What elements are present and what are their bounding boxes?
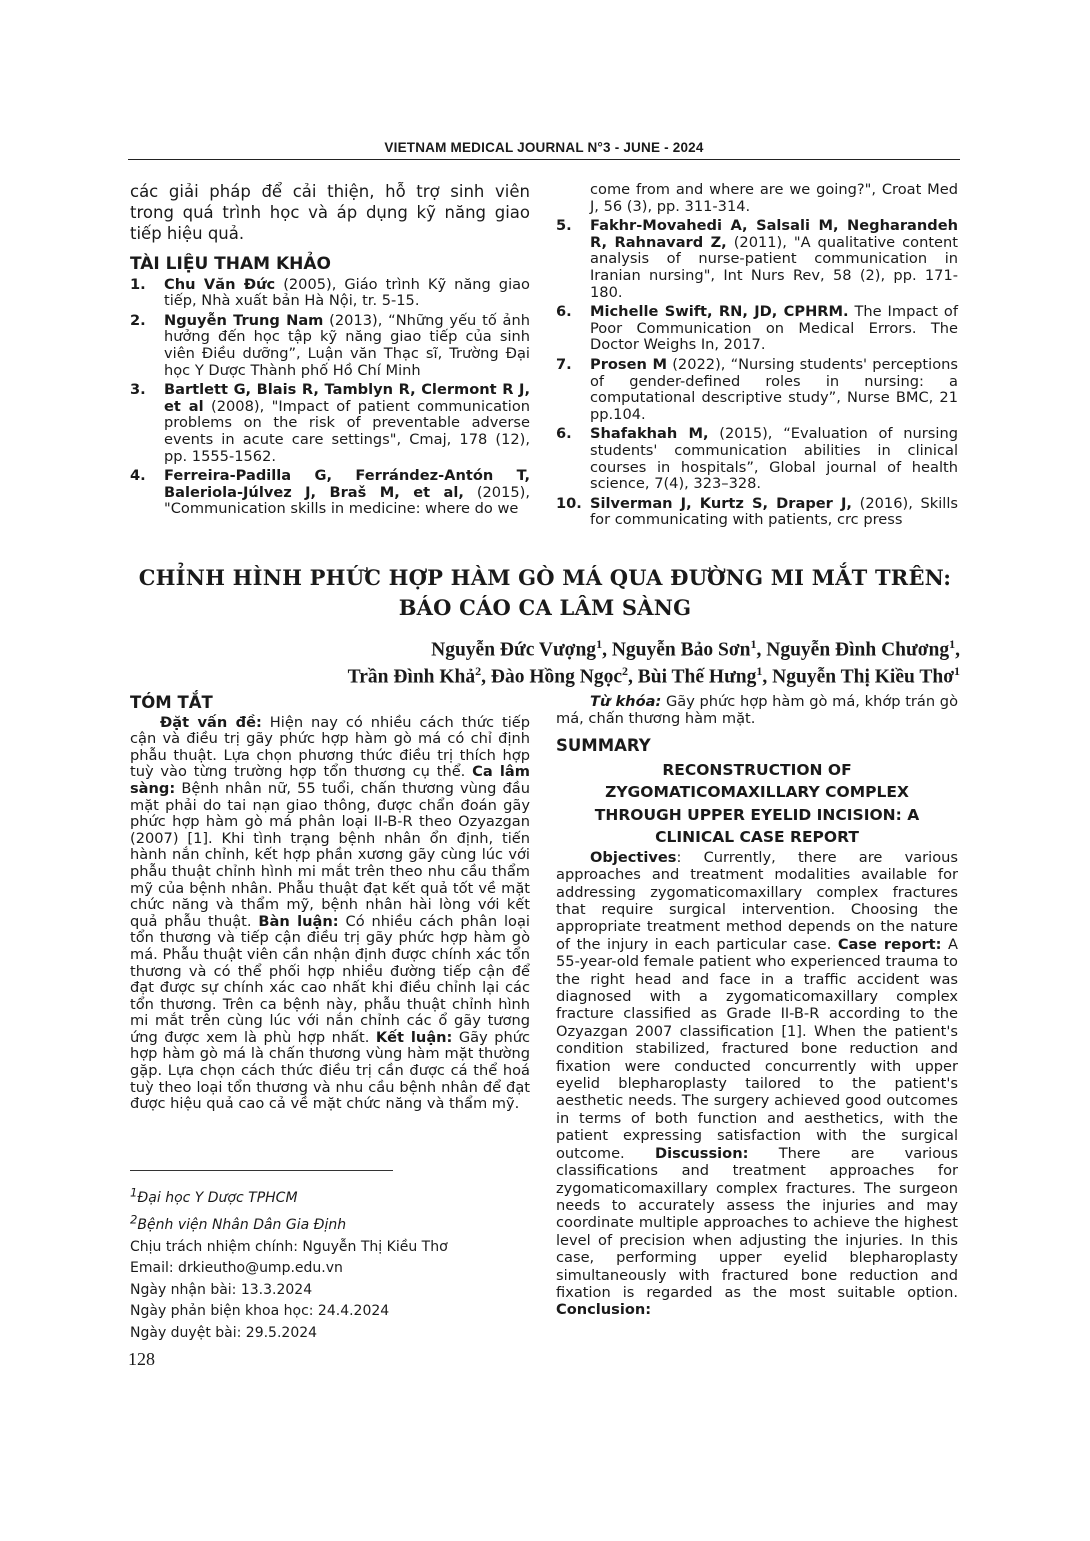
abstract-text-ketluan: Gãy phức hợp hàm gò má là chấn thương vùng hàm mặt thường gặp. Lựa chọn cách thức điều trị cần được cá thể hoá tuỳ theo loại tổn thương và nhu cầu bệnh nhân để đạt được hiệu quả cao cả về mặt chức năng và thẩm mỹ.: [130, 1028, 531, 1113]
author-affiliation-sup: 2: [475, 664, 482, 678]
reference-number: 5.: [556, 217, 572, 235]
author-name: Nguyễn Đình Chương: [766, 639, 950, 661]
summary-body: [556, 849, 958, 1319]
reference-authors: Michelle Swift, RN, JD, CPHRM.: [590, 303, 849, 321]
reference-authors: Nguyễn Trung Nam: [164, 311, 324, 329]
author-separator: ,: [756, 639, 767, 661]
reference-continuation: [556, 182, 958, 215]
reference-number: 6.: [556, 425, 572, 443]
author-name: Đào Hồng Ngọc: [490, 666, 622, 688]
abstract-text-calamsang: Bệnh nhân nữ, 55 tuổi, chấn thương vùng đầu mặt phải do tai nạn giao thông, được chẩn đoán gãy phức hợp hàm gò má phân loại II-B-R theo Ozyazgan (2007) [1]. Khi tình trạng bệnh nhân ổn định, tiến hành nắn chỉnh, kết hợp phần xương gãy cùng lúc với phẫu thuật chỉnh hình mi mắt trên theo nhu cầu thẩm mỹ của bệnh nhân. Phẫu thuật đạt kết quả tốt về mặt chức năng và thẩm mỹ, bệnh nhân hài lòng với kết quả phẫu thuật.: [130, 779, 530, 930]
reference-number: 4.: [130, 467, 146, 485]
author-name: Trần Đình Khả: [347, 666, 476, 688]
summary-label-conclusion: Conclusion:: [556, 1301, 652, 1319]
author-affiliation-sup: 1: [750, 637, 757, 651]
reference-number: 1.: [130, 275, 146, 293]
reference-item: [130, 313, 530, 379]
reference-number: 10.: [556, 494, 582, 512]
affiliation-1-sup: 1: [130, 1185, 138, 1199]
reference-text: (2005), Giáo trình Kỹ năng giao tiếp, Nhà xuất bản Hà Nội, tr. 5-15.: [164, 275, 530, 310]
summary-column: [556, 694, 958, 1319]
reference-text: (2015), “Evaluation of nursing students' communication abilities in clinical courses in hospitals”, Global journal of health science, 7(4), 323–328.: [590, 425, 958, 493]
author-name: Nguyễn Đức Vượng: [431, 639, 597, 661]
summary-label-objectives: Objectives: [590, 848, 677, 866]
reference-authors: Fakhr-Movahedi A, Salsali M, Negharandeh R, Rahnavard Z,: [590, 217, 958, 251]
summary-text-discussion: There are various classifications and treatment approaches for zygomaticomaxillary complex fractures. The surgeon needs to accurately assess the injuries and may coordinate multiple approaches to achieve the highest level of precision when adjusting the injuries. In this case, performing upper eyelid blepharoplasty simultaneously with fractured bone reduction and fixation is regarded as the most suitable option.: [556, 1144, 959, 1301]
summary-text-objectives: : Currently, there are various approaches and treatment modalities available for addressing zygomaticomaxillary complex fractures that require surgical intervention. Choosing the appropriate treatment method depends on the nature of the injury in each particular case.: [556, 848, 958, 953]
author-affiliation-sup: 1: [596, 637, 603, 651]
abstract-vi-body: [130, 715, 530, 1113]
summary-heading: SUMMARY: [556, 736, 651, 756]
header-rule: [128, 159, 960, 160]
abstract-label-datvande: Đặt vấn đề:: [160, 713, 262, 731]
reference-item: [556, 218, 958, 301]
summary-label-discussion: Discussion:: [654, 1144, 749, 1162]
reference-text: (2008), "Impact of patient communication problems on the risk of preventable adverse events in acute care settings", Cmaj, 178 (12), pp. 1555-1562.: [164, 397, 530, 465]
prev-article-right-column: [556, 182, 958, 529]
reference-item: [130, 382, 530, 465]
footnote-rule: [130, 1170, 393, 1171]
keywords-label: Từ khóa:: [590, 693, 662, 710]
author-affiliation-sup: 1: [756, 664, 763, 678]
author-affiliation-sup: 1: [954, 664, 960, 678]
abstract-text-datvande: Hiện nay có nhiều cách thức tiếp cận và điều trị gãy phức hợp hàm gò má có chỉ định phẫu thuật. Lựa chọn phương thức điều trị thích hợp tuỳ vào từng trường hợp tổn thương cụ thể.: [130, 713, 530, 781]
references-heading: TÀI LIỆU THAM KHẢO: [130, 254, 331, 274]
reference-authors: Shafakhah M,: [590, 425, 709, 443]
responsible-author: Chịu trách nhiệm chính: Nguyễn Thị Kiều Thơ: [130, 1238, 448, 1255]
author-separator: ,: [762, 666, 773, 688]
author-affiliation-sup: 2: [622, 664, 628, 678]
abstract-label-banluan: Bàn luận:: [258, 912, 339, 930]
affiliation-2-sup: 2: [130, 1212, 138, 1227]
affiliation-1-text: Đại học Y Dược TPHCM: [137, 1189, 298, 1206]
reference-number: 2.: [130, 311, 146, 329]
reference-text: come from and where are we going?", Croat Med J, 56 (3), pp. 311-314.: [590, 181, 958, 215]
reference-authors: Bartlett G, Blais R, Tamblyn R, Clermont R J, et al: [164, 381, 530, 415]
reference-item: [130, 468, 530, 518]
prev-article-ending-text: các giải pháp để cải thiện, hỗ trợ sinh viên trong quá trình học và áp dụng kỹ năng giao tiếp hiệu quả.: [130, 182, 530, 243]
author-name: Nguyễn Thị Kiều Thơ: [772, 666, 954, 688]
keywords-vi: [556, 694, 958, 727]
footnotes: [130, 1182, 530, 1344]
author-name: Nguyễn Bảo Sơn: [611, 639, 751, 661]
reference-item: [556, 496, 958, 529]
reference-text: (2015), "Communication skills in medicine: where do we: [164, 483, 530, 518]
author-separator: ,: [955, 639, 960, 661]
affiliation-1: [130, 1182, 530, 1209]
reference-item: [556, 426, 958, 492]
reference-authors: Prosen M: [590, 355, 668, 373]
affiliation-2: [130, 1209, 530, 1236]
reference-text: (2016), Skills for communicating with patients, crc press: [590, 494, 958, 529]
reference-text: The Impact of Poor Communication on Medical Errors. The Doctor Weighs In, 2017.: [590, 303, 958, 354]
article-title-line2: BÁO CÁO CA LÂM SÀNG: [398, 595, 692, 620]
reference-text: (2011), "A qualitative content analysis of nurse-patient communication in Iranian nursing", Int Nurs Rev, 58 (2), pp. 171-180.: [590, 233, 958, 301]
contact-email: Email: drkieutho@ump.edu.vn: [130, 1260, 343, 1277]
page-number: 128: [128, 1349, 155, 1369]
abstract-vi-heading: TÓM TẮT: [130, 693, 213, 712]
abstract-label-ketluan: Kết luận:: [375, 1028, 453, 1046]
author-name: Bùi Thế Hưng: [637, 666, 757, 688]
author-separator: ,: [481, 666, 491, 688]
summary-title-line: THROUGH UPPER EYELID INCISION: A: [594, 805, 920, 824]
reference-number: 6.: [556, 303, 572, 321]
affiliation-2-text: Bệnh viện Nhân Dân Gia Định: [137, 1216, 347, 1233]
summary-title-line: CLINICAL CASE REPORT: [655, 828, 859, 847]
author-separator: ,: [628, 666, 638, 688]
date-approved: Ngày duyệt bài: 29.5.2024: [130, 1324, 318, 1341]
reference-number: 7.: [556, 355, 572, 373]
reference-item: [556, 304, 958, 354]
authors-line-2: [348, 657, 960, 692]
date-reviewed: Ngày phản biện khoa học: 24.4.2024: [130, 1303, 390, 1320]
summary-label-case: Case report:: [837, 935, 942, 953]
author-separator: ,: [602, 639, 612, 661]
prev-article-left-column: [130, 181, 530, 518]
abstract-label-calamsang: Ca lâm sàng:: [130, 763, 530, 797]
abstract-vi: [130, 695, 530, 1113]
date-received: Ngày nhận bài: 13.3.2024: [130, 1281, 313, 1298]
reference-item: [556, 357, 958, 423]
summary-title: [556, 759, 958, 849]
author-affiliation-sup: 1: [949, 637, 956, 651]
reference-text: (2013), “Những yếu tố ảnh hưởng đến học tập kỹ năng giao tiếp của sinh viên Điều dưỡng”, Luận văn Thạc sĩ, Trường Đại học Y Dược Thành phố Hồ Chí Minh: [164, 311, 530, 379]
reference-authors: Chu Văn Đức: [164, 275, 276, 293]
reference-number: 3.: [130, 381, 146, 399]
reference-text: (2022), “Nursing students' perceptions of gender-defined roles in nursing: a computational descriptive study”, Nurse BMC, 21 pp.104.: [590, 355, 958, 423]
reference-authors: Ferreira-Padilla G, Ferrández-Antón T, Baleriola-Júlvez J, Braš M, et al,: [164, 467, 530, 501]
summary-text-case: A 55-year-old female patient who experienced trauma to the right head and face in a traffic accident was diagnosed with a zygomaticomaxillary complex fracture classified as Grade II-B-R according to the Ozyazgan 2007 classification [1]. When the patient's condition stabilized, fractured bone reduction and fixation were conducted concurrently with upper eyelid blepharoplasty tailored to the patient's aesthetic needs. The surgery achieved good outcomes in terms of both function and aesthetics, with the patient expressing satisfaction with the surgical outcome.: [556, 935, 958, 1162]
article-title: [100, 563, 990, 623]
abstract-text-banluan: Có nhiều cách phân loại tổn thương và tiếp cận điều trị gãy phức hợp hàm gò má. Phẫu thuật viên cần nhận định được chính xác tổn thương và có thể phối hợp nhiều đường tiếp cận để đạt được sự chính xác cao nhất khi điều chỉnh lại các tổn thương. Trên ca bệnh này, phẫu thuật chỉnh hình mi mắt trên cùng lúc với nắn chỉnh các ổ gãy tương ứng được xem là phù hợp nhất.: [130, 912, 530, 1046]
summary-title-line: RECONSTRUCTION OF: [662, 760, 852, 779]
reference-item: [130, 277, 530, 310]
journal-header: VIETNAM MEDICAL JOURNAL N°3 - JUNE - 2024: [384, 140, 704, 155]
keywords-text: Gãy phức hợp hàm gò má, khớp trán gò má, chấn thương hàm mặt.: [556, 693, 958, 727]
article-title-line1: CHỈNH HÌNH PHỨC HỢP HÀM GÒ MÁ QUA ĐƯỜNG MI MẮT TRÊN:: [138, 565, 952, 590]
summary-title-line: ZYGOMATICOMAXILLARY COMPLEX: [605, 783, 909, 802]
reference-authors: Silverman J, Kurtz S, Draper J,: [590, 494, 852, 512]
